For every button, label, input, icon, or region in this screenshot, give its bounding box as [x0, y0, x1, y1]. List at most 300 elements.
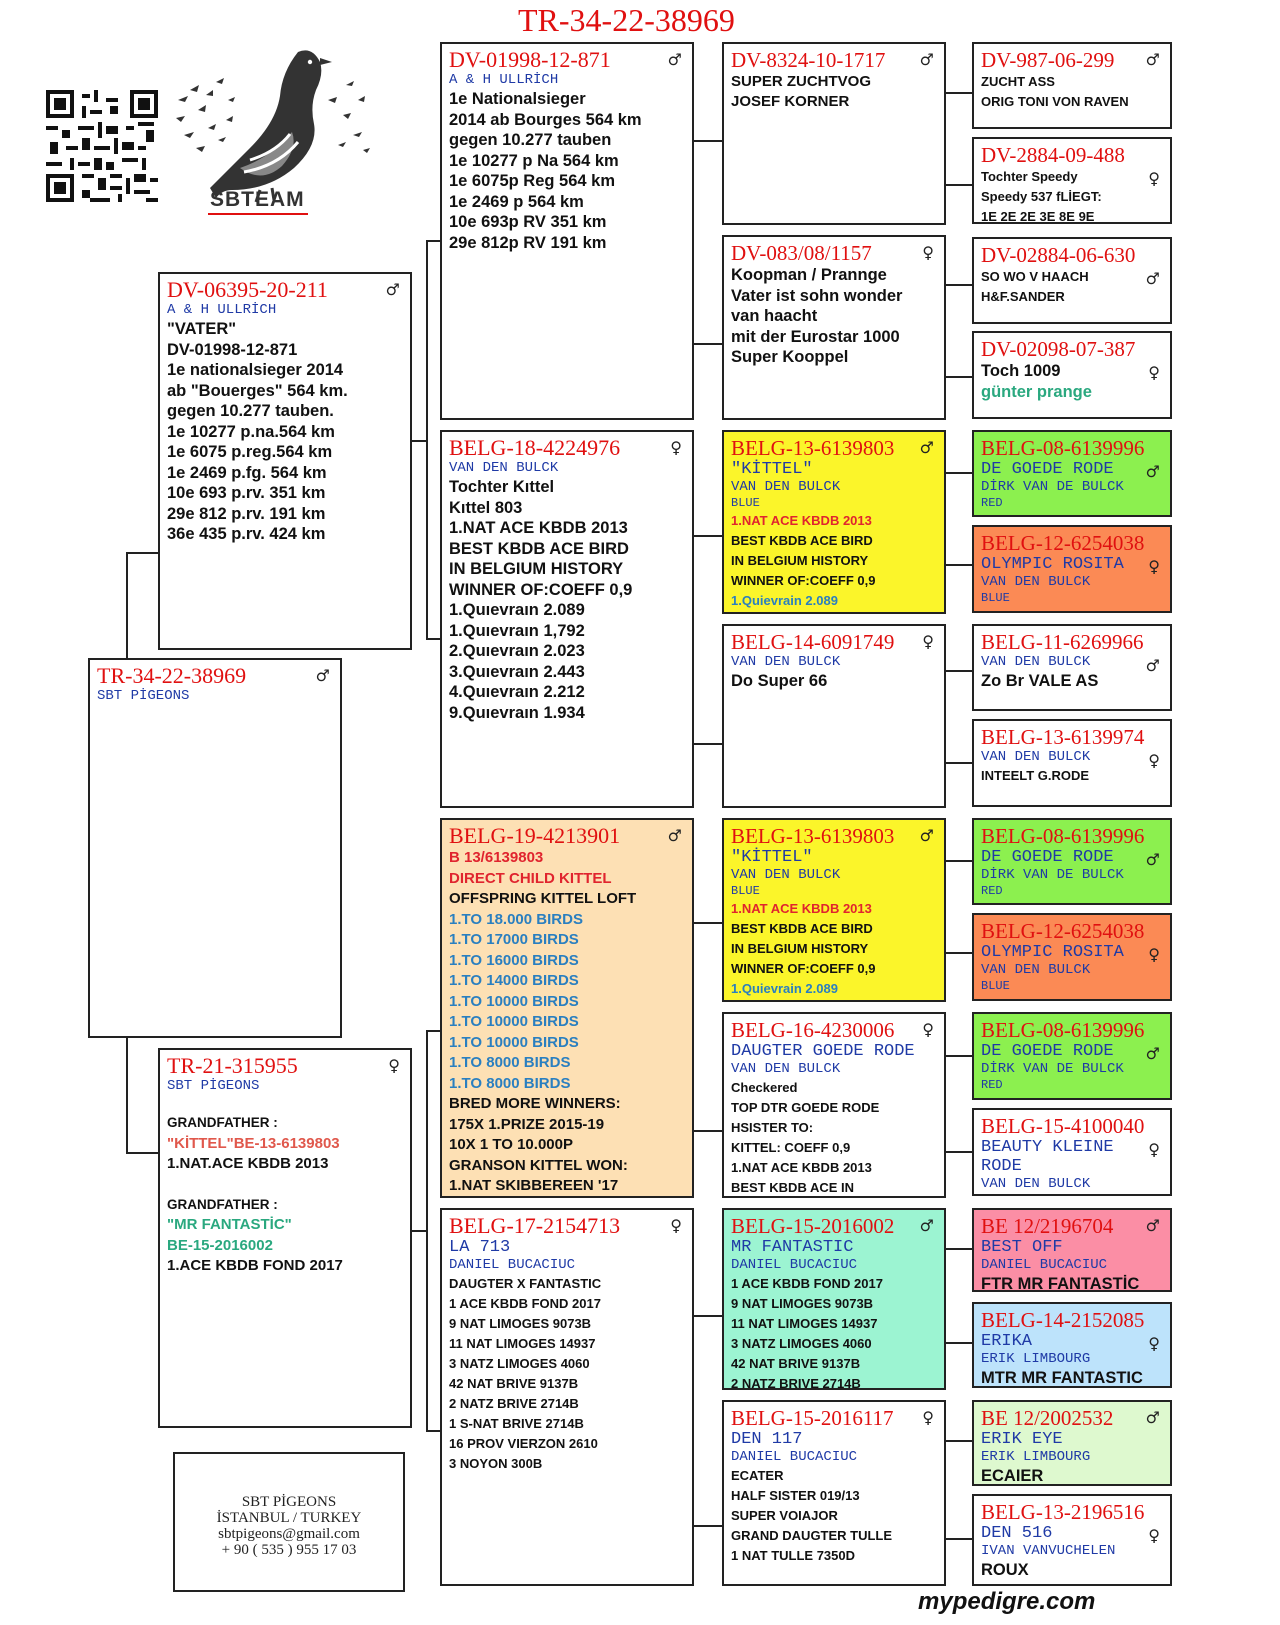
owner: ERIK LIMBOURG	[981, 1449, 1091, 1465]
info-line: IN BELGIUM HISTORY	[449, 560, 624, 578]
ring-number: BELG-13-2196516	[981, 1500, 1145, 1524]
g4-card-7[interactable]	[972, 624, 1172, 711]
pigeon-name: ERIKA	[981, 1332, 1033, 1351]
info-line: 1 NAT TULLE 7350D	[731, 1548, 856, 1563]
info-line: BEST KBDB ACE BIRD	[731, 533, 873, 548]
bird-count: 1.TO 10000 BIRDS	[449, 1013, 579, 1030]
dds-card[interactable]	[722, 1208, 946, 1390]
pigeon-name: "KİTTEL"	[731, 460, 813, 479]
connector	[944, 1342, 972, 1344]
info-line: GRAND DAUGTER TULLE	[731, 1528, 893, 1543]
plumage-color: BLUE	[981, 591, 1010, 605]
ring-number: BELG-15-4100040	[981, 1114, 1145, 1138]
owner: DİRK VAN DE BULCK	[981, 479, 1124, 495]
info-line: 4.Quıevraın 2.212	[449, 683, 585, 701]
connector	[692, 1130, 722, 1132]
male-icon: ♂	[1145, 50, 1160, 69]
info-line: SUPER VOIAJOR	[731, 1508, 838, 1523]
owner: VAN DEN BULCK	[981, 574, 1091, 590]
info-line: BRED MORE WINNERS:	[449, 1095, 621, 1112]
connector	[126, 552, 128, 660]
info-line: BEST KBDB ACE BIRD	[731, 921, 873, 936]
male-icon: ♂	[1145, 1408, 1160, 1427]
bird-count: 1.TO 16000 BIRDS	[449, 951, 579, 969]
ring-number: DV-2884-09-488	[981, 143, 1125, 167]
dam-dam-card[interactable]	[440, 1208, 694, 1586]
ring-number: BELG-11-6269966	[981, 630, 1144, 654]
ring-number: BELG-13-6139803	[731, 824, 895, 848]
info-line: 2 NATZ BRIVE 2714B	[731, 1376, 861, 1390]
connector	[692, 1315, 722, 1317]
info-line: 10e 693 p.rv. 351 km	[167, 484, 326, 502]
bird-count: 1.TO 8000 BIRDS	[449, 1054, 571, 1071]
owner: VAN DEN BULCK	[981, 749, 1091, 765]
info-line: 9 NAT LIMOGES 9073B	[731, 1296, 874, 1311]
connector	[126, 552, 158, 554]
sdd-card[interactable]	[722, 624, 946, 808]
g4-card-3[interactable]	[972, 237, 1172, 324]
connector	[426, 1030, 440, 1032]
info-line: 1 ACE KBDB FOND 2017	[731, 1276, 883, 1291]
info-line: DAUGTER X FANTASTIC	[449, 1276, 602, 1291]
owner: SBT PİGEONS	[97, 688, 190, 704]
info-line: "VATER"	[167, 320, 237, 338]
ring-number: BELG-08-6139996	[981, 1018, 1145, 1042]
info-line: 1.NAT SKIBBEREEN '17	[449, 1177, 619, 1194]
info-line: 10X 1 TO 10.000P	[449, 1136, 573, 1153]
pigeon-name: BEAUTY KLEINE	[981, 1138, 1114, 1157]
connector	[944, 472, 972, 474]
pigeon-name-cont: RODE	[981, 1157, 1022, 1176]
pigeon-name: "KİTTEL"	[731, 848, 813, 867]
contact-card	[173, 1452, 405, 1592]
info-line: 2014 ab Bourges 564 km	[449, 110, 642, 129]
pigeon-name: ERIK EYE	[981, 1430, 1063, 1449]
info-line: 10e 693p RV 351 km	[449, 213, 607, 231]
info-line: 1e 10277 p.na.564 km	[167, 422, 335, 441]
dsd-card[interactable]	[722, 1012, 946, 1198]
male-icon: ♂	[919, 826, 934, 845]
info-line: ab "Bouerges" 564 km.	[167, 381, 348, 400]
ring-number: BELG-17-2154713	[449, 1213, 621, 1238]
owner: VAN DEN BULCK	[981, 1176, 1091, 1192]
ring-number: BELG-16-4230006	[731, 1018, 895, 1042]
pigeon-name: DE GOEDE RODE	[981, 460, 1114, 479]
owner: VAN DEN BULCK	[981, 962, 1091, 978]
owner: VAN DEN BULCK	[981, 654, 1091, 670]
bird-count: 1.TO 14000 BIRDS	[449, 972, 579, 989]
grandfather-name: "MR FANTASTİC"	[167, 1216, 292, 1233]
plumage-color: RED	[981, 1078, 1003, 1092]
ring-number: DV-02098-07-387	[981, 337, 1136, 361]
owner: IVAN VANVUCHELEN	[981, 1543, 1116, 1559]
ring-number: BELG-19-4213901	[449, 823, 621, 848]
owner: VAN DEN BULCK	[449, 460, 559, 476]
male-icon: ♂	[667, 50, 682, 69]
sds-card[interactable]	[722, 430, 946, 614]
sire-dam-card[interactable]	[440, 430, 694, 808]
info-line: IN BELGIUM HISTORY	[731, 941, 869, 956]
info-line: BEST KBDB ACE BIRD	[449, 539, 629, 558]
ring-number: DV-083/08/1157	[731, 241, 872, 265]
plumage-color: RED	[981, 884, 1003, 898]
info-line: 1e 2469 p 564 km	[449, 192, 584, 211]
info-line: 1E 2E 2E 3E 8E 9E	[981, 209, 1095, 224]
connector	[944, 952, 972, 954]
info-line: 1e 6075p Reg 564 km	[449, 172, 616, 190]
connector	[944, 1440, 972, 1442]
logo	[168, 40, 378, 215]
info-line: 16 PROV VIERZON 2610	[449, 1436, 598, 1451]
info-line: Speedy 537 fLİEGT:	[981, 189, 1102, 204]
contact-name: SBT PİGEONS	[241, 1494, 337, 1510]
info-line: ECATER	[731, 1468, 784, 1483]
qr-code-icon	[46, 90, 158, 202]
info-line: 29e 812p RV 191 km	[449, 233, 607, 252]
contact-phone[interactable]: + 90 ( 535 ) 955 17 03	[221, 1542, 357, 1558]
bird-count: 1.TO 10000 BIRDS	[449, 992, 579, 1010]
info-line: Tochter Speedy	[981, 169, 1078, 184]
ring-number: BE 12/2002532	[981, 1406, 1114, 1430]
info-line: van haacht	[731, 307, 818, 325]
ring-number: BELG-15-2016002	[731, 1214, 895, 1238]
owner: DİRK VAN DE BULCK	[981, 867, 1124, 883]
g4-card-8[interactable]	[972, 719, 1172, 807]
female-icon: ♀	[670, 1216, 682, 1235]
info-line: HSISTER TO:	[731, 1120, 814, 1135]
male-icon: ♂	[1145, 850, 1160, 869]
female-icon: ♀	[1148, 1140, 1160, 1159]
female-icon: ♀	[922, 1408, 934, 1427]
info-line: 1.NAT ACE KBDB 2013	[731, 1160, 872, 1175]
info-line: 11 NAT LIMOGES 14937	[449, 1336, 596, 1351]
male-icon: ♂	[1145, 462, 1160, 481]
qr-code	[46, 90, 158, 202]
ring-number: BELG-12-6254038	[981, 531, 1145, 555]
owner: VAN DEN BULCK	[731, 479, 841, 495]
pigeon-name: OLYMPIC ROSITA	[981, 555, 1124, 574]
g4-card-1[interactable]	[972, 42, 1172, 129]
info-line: BEST KBDB ACE IN	[731, 1180, 855, 1195]
bird-count: 1.TO 17000 BIRDS	[449, 931, 579, 948]
grandfather-label: GRANDFATHER :	[167, 1196, 278, 1212]
male-icon: ♂	[1145, 1216, 1160, 1235]
pigeon-name: LA 713	[449, 1238, 511, 1257]
sire-ring-note: B 13/6139803	[449, 849, 544, 866]
ring-number: BELG-18-4224976	[449, 435, 621, 460]
g4-card-13[interactable]	[972, 1208, 1172, 1292]
logo-text: SBTEAM	[210, 188, 305, 211]
info-line: SO WO V HAACH	[981, 269, 1089, 284]
connector	[944, 284, 972, 286]
connector	[426, 240, 440, 242]
owner: VAN DEN BULCK	[731, 654, 841, 670]
ring-number: BELG-14-2152085	[981, 1308, 1145, 1332]
connector	[944, 1055, 972, 1057]
female-icon: ♀	[1148, 1334, 1160, 1353]
grandfather-ring: BE-15-2016002	[167, 1236, 273, 1254]
info-line: WINNER OF:COEFF 0,9	[731, 961, 876, 976]
owner: DANIEL BUCACIUC	[449, 1257, 576, 1273]
plumage-color: RED	[981, 496, 1003, 510]
dam-sire-card[interactable]	[440, 818, 694, 1198]
connector	[944, 1151, 972, 1153]
owner: DANIEL BUCACIUC	[981, 1257, 1108, 1273]
connector	[944, 1538, 972, 1540]
info-line: 3 NATZ LIMOGES 4060	[449, 1356, 590, 1371]
footer-site[interactable]: mypedigre.com	[918, 1588, 1096, 1615]
ring-number: BELG-12-6254038	[981, 919, 1145, 943]
owner: A & H ULLRİCH	[449, 72, 559, 88]
connector	[692, 140, 722, 142]
connector	[692, 343, 722, 345]
g4-card-14[interactable]	[972, 1302, 1172, 1388]
info-line: H&F.SANDER	[981, 289, 1065, 304]
info-line: 3.Quıevraın 2.443	[449, 662, 585, 681]
connector	[426, 638, 440, 640]
accent-line: 1.NAT ACE KBDB 2013	[731, 901, 872, 916]
connector	[944, 762, 972, 764]
ring-number: TR-34-22-38969	[97, 663, 247, 688]
info-line: FTR MR FANTASTİC	[981, 1275, 1140, 1292]
g4-card-5[interactable]	[972, 430, 1172, 517]
ring-number: BELG-14-6091749	[731, 630, 895, 654]
info-line: IN BELGIUM HISTORY	[731, 553, 869, 568]
connector	[944, 860, 972, 862]
info-line: TOP DTR GOEDE RODE	[731, 1100, 880, 1115]
connector	[944, 376, 972, 378]
sire-sire-card[interactable]	[440, 42, 694, 420]
female-icon: ♀	[388, 1056, 400, 1075]
info-line: 1.Quıevraın 1,792	[449, 621, 585, 640]
female-icon: ♀	[1148, 1526, 1160, 1545]
grandfather-note: 1.ACE KBDB FOND 2017	[167, 1257, 343, 1274]
pigeon-name: DE GOEDE RODE	[981, 1042, 1114, 1061]
info-line: 2 NATZ BRIVE 2714B	[449, 1396, 579, 1411]
info-line: Vater ist sohn wonder	[731, 286, 903, 305]
grandfather-note: 1.NAT.ACE KBDB 2013	[167, 1155, 329, 1172]
sire-card[interactable]	[158, 272, 412, 650]
g4-card-12[interactable]	[972, 1108, 1172, 1196]
owner: A & H ULLRİCH	[167, 302, 277, 318]
info-line: KITTEL: COEFF 0,9	[731, 1140, 851, 1155]
ring-number: BELG-13-6139803	[731, 436, 895, 460]
g4-card-16[interactable]	[972, 1494, 1172, 1586]
info-line: Checkered	[731, 1080, 798, 1095]
female-icon: ♀	[922, 632, 934, 651]
owner: SBT PİGEONS	[167, 1078, 260, 1094]
breeder-name: günter prange	[981, 382, 1092, 401]
info-line: 1e 6075 p.reg.564 km	[167, 443, 333, 461]
connector	[426, 1030, 428, 1432]
female-icon: ♀	[1148, 557, 1160, 576]
info-line: OFFSPRING KITTEL LOFT	[449, 890, 637, 907]
info-line: 1e 2469 p.fg. 564 km	[167, 463, 327, 482]
female-icon: ♀	[922, 1020, 934, 1039]
grandfather-name: "KİTTEL"BE-13-6139803	[167, 1134, 340, 1152]
info-line: ROUX	[981, 1561, 1029, 1579]
info-line: 42 NAT BRIVE 9137B	[731, 1356, 861, 1371]
connector	[692, 922, 722, 924]
info-line: Koopman / Prannge	[731, 266, 887, 284]
ring-number: BELG-08-6139996	[981, 436, 1145, 460]
info-line: 1e Nationalsieger	[449, 90, 586, 108]
grandfather-label: GRANDFATHER :	[167, 1115, 278, 1130]
contact-email[interactable]: sbtpigeons@gmail.com	[218, 1526, 360, 1542]
info-line: 36e 435 p.rv. 424 km	[167, 525, 326, 543]
info-line: 1e 10277 p Na 564 km	[449, 151, 619, 170]
owner: DİRK VAN DE BULCK	[981, 1061, 1124, 1077]
ring-number: DV-8324-10-1717	[731, 48, 886, 72]
g4-card-4[interactable]	[972, 331, 1172, 419]
g4-card-6[interactable]	[972, 525, 1172, 613]
ring-number: BE 12/2196704	[981, 1214, 1114, 1238]
connector	[944, 670, 972, 672]
male-icon: ♂	[385, 280, 400, 299]
owner: VAN DEN BULCK	[731, 867, 841, 883]
male-icon: ♂	[919, 50, 934, 69]
ring-number: BELG-08-6139996	[981, 824, 1145, 848]
info-line: 42 NAT BRIVE 9137B	[449, 1376, 579, 1391]
bird-count: 1.TO 8000 BIRDS	[449, 1074, 571, 1092]
ring-number: BELG-13-6139974	[981, 725, 1145, 749]
info-line: SUPER ZUCHTVOG	[731, 73, 872, 90]
accent-line: 1.NAT ACE KBDB 2013	[731, 513, 872, 528]
contact-city: İSTANBUL / TURKEY	[216, 1510, 362, 1526]
connector	[944, 92, 972, 94]
info-line: 1.NAT ACE KBDB 2013	[449, 519, 628, 537]
connector	[126, 1152, 158, 1154]
info-line: GRANSON KITTEL WON:	[449, 1156, 628, 1174]
ring-number: TR-21-315955	[167, 1053, 298, 1078]
plumage-color: BLUE	[981, 979, 1010, 993]
info-line: 9 NAT LIMOGES 9073B	[449, 1316, 592, 1331]
info-line: 11 NAT LIMOGES 14937	[731, 1316, 878, 1331]
pigeon-name: DE GOEDE RODE	[981, 848, 1114, 867]
info-line: HALF SISTER 019/13	[731, 1488, 860, 1503]
info-line: 2.Quıevraın 2.023	[449, 642, 585, 660]
info-line: 9.Quıevraın 1.934	[449, 703, 585, 722]
pigeon-name: DAUGTER GOEDE RODE	[731, 1042, 915, 1061]
info-line: Kıttel 803	[449, 498, 523, 517]
g4-card-11[interactable]	[972, 1012, 1172, 1100]
ring-number: BELG-15-2016117	[731, 1406, 894, 1430]
info-line: DIRECT CHILD KITTEL	[449, 869, 612, 887]
female-icon: ♀	[1148, 751, 1160, 770]
info-line: 175X 1.PRIZE 2015-19	[449, 1115, 605, 1133]
info-line: 1e nationalsieger 2014	[167, 361, 344, 379]
g4-card-2[interactable]	[972, 137, 1172, 224]
g4-card-10[interactable]	[972, 913, 1172, 1001]
info-line: Tochter Kıttel	[449, 478, 555, 496]
subject-card[interactable]	[88, 658, 342, 1038]
male-icon: ♂	[315, 666, 330, 685]
female-icon: ♀	[670, 438, 682, 457]
info-line: 1.Quıevraın 2.089	[449, 601, 585, 619]
info-line: JOSEF KORNER	[731, 93, 850, 110]
connector	[944, 184, 972, 186]
info-line: 1.Quievrain 2.089	[731, 593, 838, 608]
ring-number: DV-06395-20-211	[167, 277, 328, 302]
female-icon: ♀	[1148, 945, 1160, 964]
dss-card[interactable]	[722, 818, 946, 1002]
connector	[692, 743, 722, 745]
info-line: Zo Br VALE AS	[981, 672, 1099, 690]
female-icon: ♀	[1148, 169, 1160, 188]
owner: ERIK LIMBOURG	[981, 1351, 1091, 1367]
info-line: Toch 1009	[981, 362, 1061, 380]
male-icon: ♂	[919, 1216, 934, 1235]
info-line: gegen 10.277 tauben.	[167, 402, 334, 420]
male-icon: ♂	[667, 826, 682, 845]
info-line: 1.Quievrain 2.089	[731, 981, 838, 996]
info-line: Super Kooppel	[731, 348, 849, 366]
sss-card[interactable]	[722, 42, 946, 225]
male-icon: ♂	[919, 438, 934, 457]
bird-count: 1.TO 10000 BIRDS	[449, 1033, 579, 1051]
owner: VAN DEN BULCK	[731, 1061, 841, 1077]
info-line: gegen 10.277 tauben	[449, 131, 612, 149]
connector	[426, 1430, 440, 1432]
pigeon-name: OLYMPIC ROSITA	[981, 943, 1124, 962]
info-line: ZUCHT ASS	[981, 74, 1055, 89]
logo-underline	[208, 213, 308, 215]
plumage-color: BLUE	[731, 884, 760, 898]
info-line: 3 NOYON 300B	[449, 1456, 543, 1471]
info-line: WINNER OF:COEFF 0,9	[449, 580, 633, 599]
female-icon: ♀	[922, 243, 934, 262]
male-icon: ♂	[1145, 269, 1160, 288]
connector	[692, 535, 722, 537]
info-line: WINNER OF:COEFF 0,9	[731, 573, 876, 588]
info-line: 3 NATZ LIMOGES 4060	[731, 1336, 872, 1351]
dam-card[interactable]	[158, 1048, 412, 1428]
info-line: 1 S-NAT BRIVE 2714B	[449, 1416, 584, 1431]
g4-card-15[interactable]	[972, 1400, 1172, 1486]
pigeon-name: DEN 516	[981, 1524, 1053, 1543]
info-line: ECAIER	[981, 1467, 1044, 1485]
connector	[126, 1038, 128, 1154]
male-icon: ♂	[1145, 656, 1160, 675]
connector	[944, 564, 972, 566]
pigeon-name: DEN 117	[731, 1430, 803, 1449]
pigeon-name: MR FANTASTIC	[731, 1238, 854, 1257]
ring-number: DV-01998-12-871	[449, 47, 611, 72]
info-line: INTEELT G.RODE	[981, 768, 1090, 783]
owner: DANIEL BUCACIUC	[731, 1257, 858, 1273]
info-line: DV-01998-12-871	[167, 340, 298, 359]
g4-card-9[interactable]	[972, 818, 1172, 905]
pigeon-name: BEST OFF	[981, 1238, 1063, 1257]
connector	[426, 240, 428, 640]
info-line: mit der Eurostar 1000	[731, 327, 900, 346]
plumage-color: BLUE	[731, 496, 760, 510]
ddd-card[interactable]	[722, 1400, 946, 1586]
info-line: Do Super 66	[731, 672, 828, 690]
info-line: 1 ACE KBDB FOND 2017	[449, 1296, 601, 1311]
ring-number: DV-987-06-299	[981, 48, 1115, 72]
info-line: ORIG TONI VON RAVEN	[981, 94, 1129, 109]
owner: DANIEL BUCACIUC	[731, 1449, 858, 1465]
connector	[692, 1525, 722, 1527]
female-icon: ♀	[1148, 363, 1160, 382]
ssd-card[interactable]	[722, 235, 946, 420]
info-line: MTR MR FANTASTIC	[981, 1369, 1143, 1387]
connector	[944, 1248, 972, 1250]
pedigree-title: TR-34-22-38969	[518, 2, 735, 38]
bird-count: 1.TO 18.000 BIRDS	[449, 910, 583, 928]
info-line: 29e 812 p.rv. 191 km	[167, 504, 326, 523]
